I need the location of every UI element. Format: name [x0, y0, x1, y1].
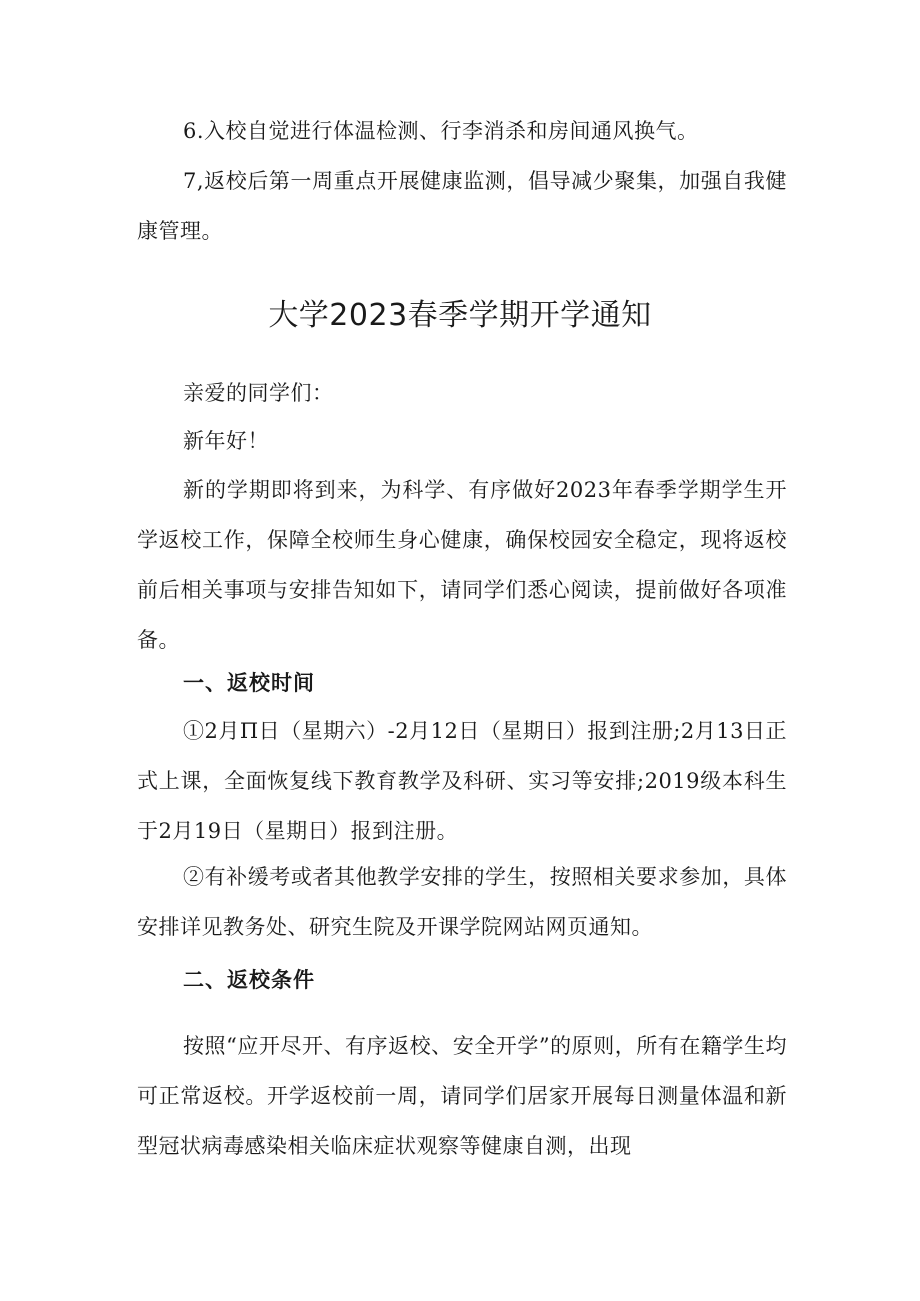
section-2-paragraph-1: 按照“应开尽开、有序返校、安全开学”的原则，所有在籍学生均可正常返校。开学返校前一周，请同学们居家开展每日测量体温和新型冠状病毒感染相关临床症状观察等健康自测，出现 [137, 1034, 787, 1158]
item-7-paragraph: 7,返校后第一周重点开展健康监测，倡导减少聚集，加强自我健康管理。 [137, 169, 787, 243]
item-6-paragraph: 6.入校自觉进行体温检测、行李消杀和房间通风换气。 [183, 119, 699, 143]
section-1-heading: 一、返校时间 [183, 671, 315, 695]
greeting: 新年好！ [183, 429, 269, 453]
intro-paragraph: 新的学期即将到来，为科学、有序做好2023年春季学期学生开学返校工作，保障全校师生身心健康，确保校园安全稳定，现将返校前后相关事项与安排告知如下，请同学们悉心阅读，提前做好各项准备。 [137, 478, 787, 652]
salutation: 亲爱的同学们： [183, 381, 334, 405]
section-1-paragraph-1: ①2月П日（星期六）-2月12日（星期日）报到注册;2月13日正式上课，全面恢复线下教育教学及科研、实习等安排;2019级本科生于2月19日（星期日）报到注册。 [137, 719, 788, 843]
section-2-heading: 二、返校条件 [183, 968, 315, 992]
section-1-paragraph-2: ②有补缓考或者其他教学安排的学生，按照相关要求参加，具体安排详见教务处、研究生院及开课学院网站网页通知。 [137, 865, 787, 939]
document-title: 大学2023春季学期开学通知 [268, 298, 652, 333]
